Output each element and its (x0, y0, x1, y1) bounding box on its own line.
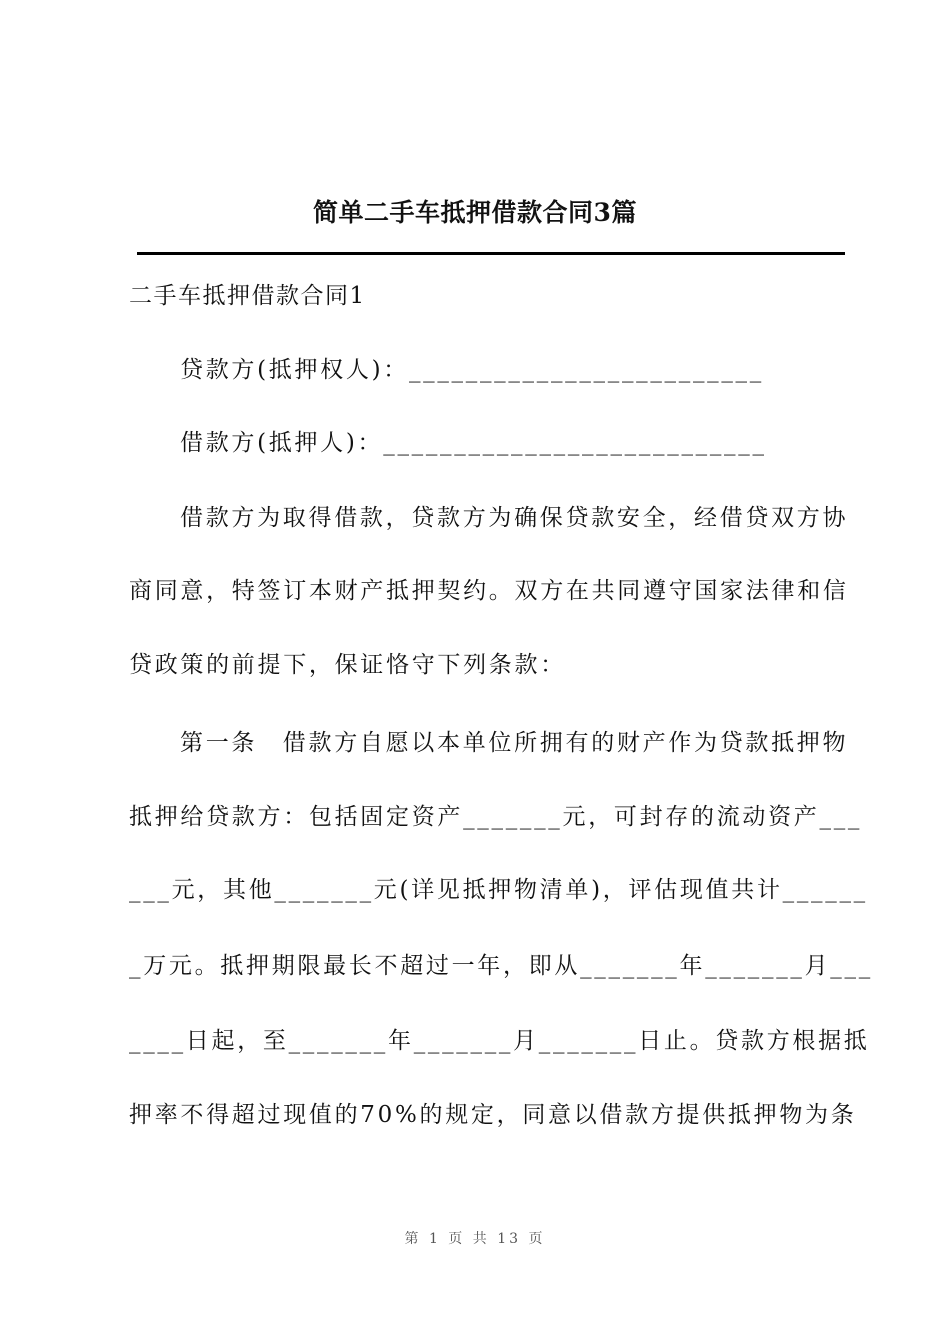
lender-line: 贷款方(抵押权人)：_________________________ (180, 357, 764, 383)
clause-line: 押率不得超过现值的70%的规定，同意以借款方提供抵押物为条 (129, 1102, 857, 1128)
paragraph-line: 商同意，特签订本财产抵押契约。双方在共同遵守国家法律和信 (129, 578, 849, 604)
clause-line: _万元。抵押期限最长不超过一年，即从_______年_______月___ (129, 953, 873, 979)
clause-line: 第一条 借款方自愿以本单位所拥有的财产作为贷款抵押物 (180, 730, 849, 756)
clause-line: 抵押给贷款方：包括固定资产_______元，可封存的流动资产___ (129, 804, 863, 830)
page-number: 第 1 页 共 13 页 (404, 1231, 546, 1247)
clause-line: ___元，其他_______元(详见抵押物清单)，评估现值共计______ (129, 877, 868, 903)
paragraph-line: 贷政策的前提下，保证恪守下列条款： (129, 652, 566, 678)
document-title: 简单二手车抵押借款合同3篇 (313, 198, 637, 227)
borrower-line: 借款方(抵押人)：___________________________ (180, 430, 767, 456)
paragraph-line: 借款方为取得借款，贷款方为确保贷款安全，经借贷双方协 (180, 505, 849, 531)
clause-line: ____日起，至_______年_______月_______日止。贷款方根据抵 (129, 1028, 870, 1054)
section-heading: 二手车抵押借款合同1 (129, 283, 366, 309)
title-divider (137, 252, 845, 255)
